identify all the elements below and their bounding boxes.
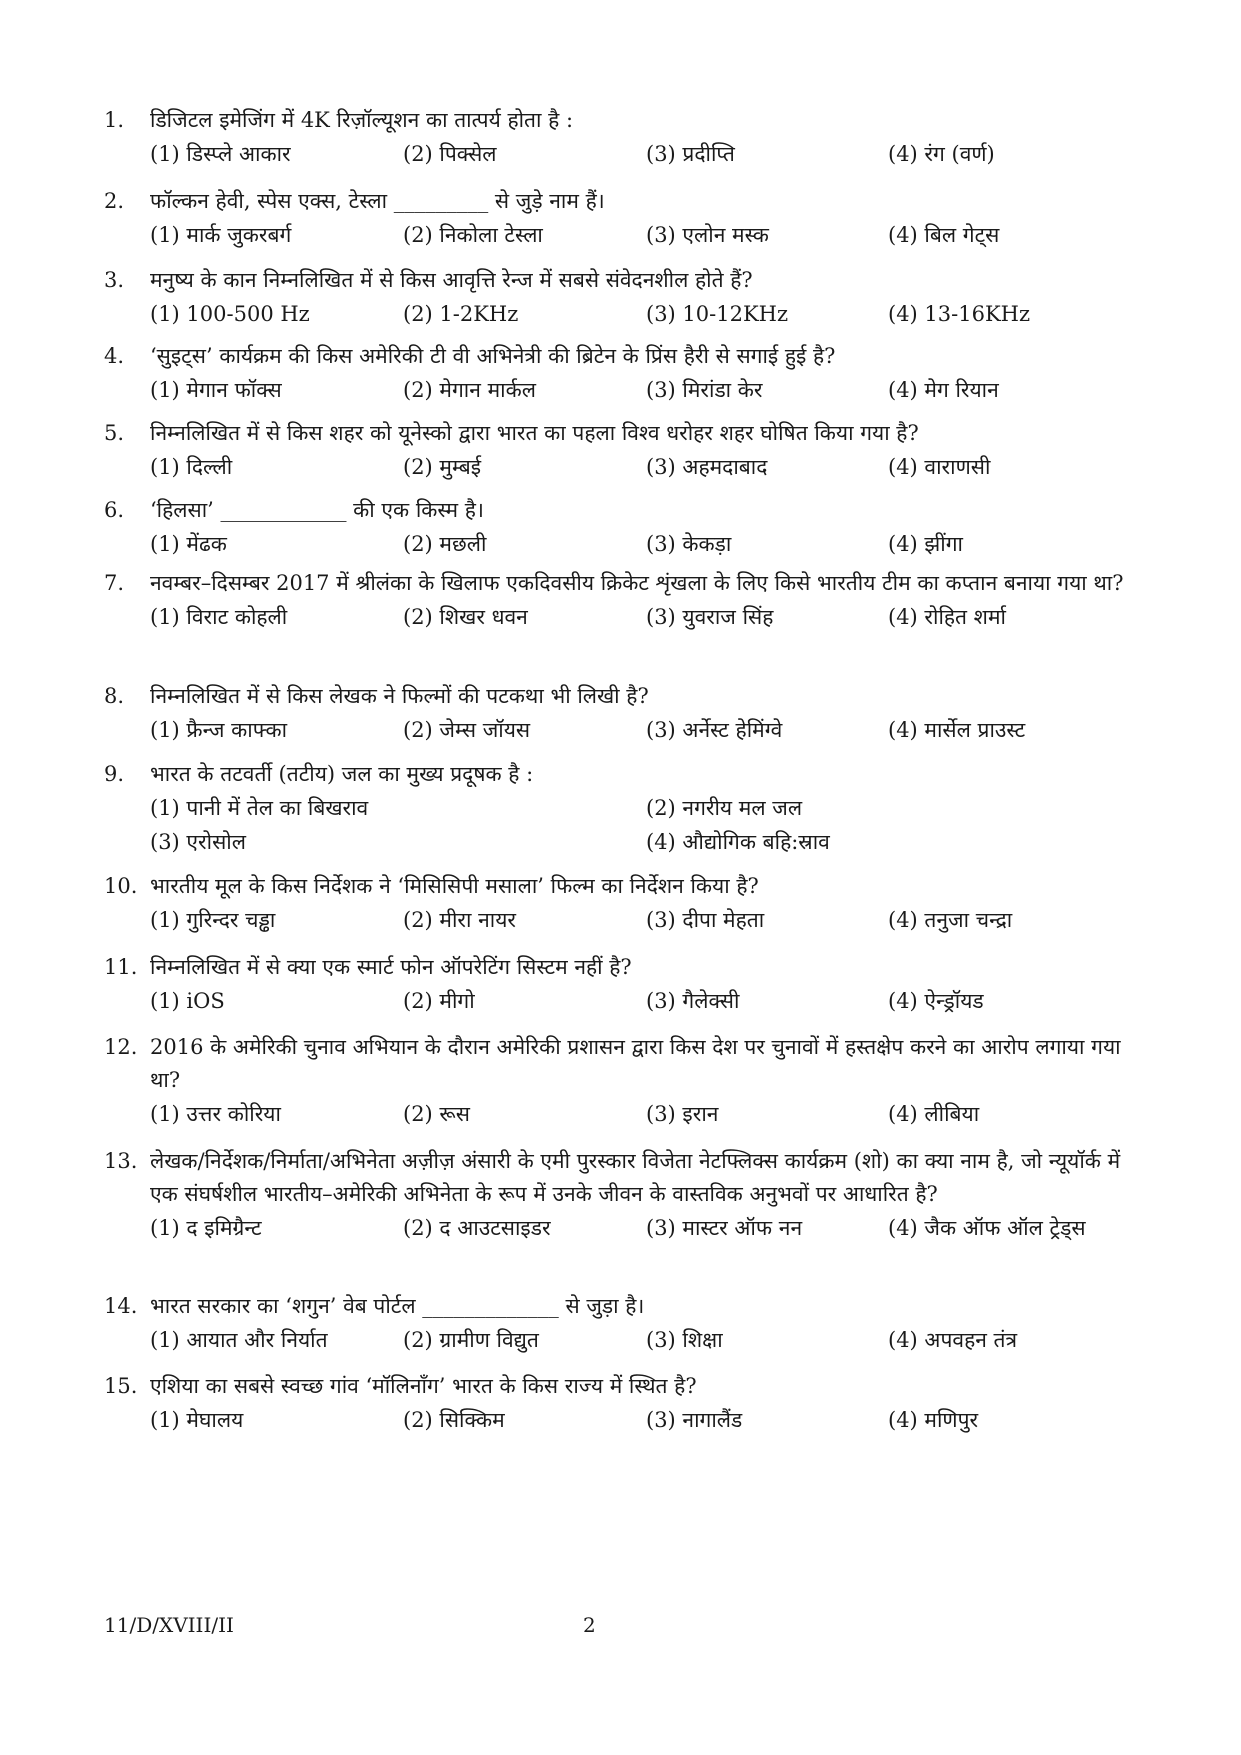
question-text: निम्नलिखित में से क्या एक स्मार्ट फोन ऑपरेटिंग सिस्टम नहीं है? xyxy=(150,955,632,979)
question-text: फॉल्कन हेवी, स्पेस एक्स, टेस्ला _________ से जुड़े नाम हैं। xyxy=(150,189,605,213)
option-2: (2) नगरीय मल जल xyxy=(646,796,803,820)
options-row xyxy=(150,1323,1144,1357)
option-1: (1) फ्रैन्ज काफ्का xyxy=(150,718,288,742)
options-row xyxy=(150,713,1144,747)
question-12 xyxy=(104,1031,1144,1131)
option-2: (2) रूस xyxy=(403,1102,470,1126)
options-row xyxy=(150,218,1144,252)
option-3: (3) अर्नेस्ट हेमिंग्वे xyxy=(646,718,783,742)
option-3: (3) एलोन मस्क xyxy=(646,223,769,247)
option-1: (1) दिल्ली xyxy=(150,455,233,479)
option-4: (4) मार्सेल प्राउस्ट xyxy=(888,718,1026,742)
option-3: (3) दीपा मेहता xyxy=(646,908,765,932)
options-row xyxy=(150,984,1144,1018)
option-4: (4) ऐन्ड्रॉयड xyxy=(888,989,984,1013)
options-row xyxy=(150,1097,1144,1131)
question-text: निम्नलिखित में से किस शहर को यूनेस्को द्वारा भारत का पहला विश्व धरोहर शहर घोषित किया गया है? xyxy=(150,421,919,445)
option-4: (4) रंग (वर्ण) xyxy=(888,142,995,166)
question-13 xyxy=(104,1145,1144,1245)
option-3: (3) युवराज सिंह xyxy=(646,605,774,629)
option-1: (1) 100-500 Hz xyxy=(150,302,310,326)
options-row xyxy=(150,600,1144,634)
option-4: (4) औद्योगिक बहि:स्राव xyxy=(646,830,830,854)
option-1: (1) iOS xyxy=(150,989,225,1013)
question-5 xyxy=(104,417,1144,484)
question-text: एशिया का सबसे स्वच्छ गांव ‘मॉलिनॉंग’ भारत के किस राज्य में स्थित है? xyxy=(150,1374,697,1398)
question-number: 11. xyxy=(104,955,138,979)
question-text: 2016 के अमेरिकी चुनाव अभियान के दौरान अमेरिकी प्रशासन द्वारा किस देश पर चुनावों में हस्तक्षेप करने का आरोप लगाया गया था? xyxy=(150,1035,1128,1092)
option-4: (4) वाराणसी xyxy=(888,455,991,479)
option-3: (3) एरोसोल xyxy=(150,830,246,854)
option-4: (4) मणिपुर xyxy=(888,1408,979,1432)
option-3: (3) केकड़ा xyxy=(646,532,732,556)
question-10 xyxy=(104,870,1144,937)
option-3: (3) नागालैंड xyxy=(646,1408,743,1432)
options-row xyxy=(150,373,1144,407)
option-4: (4) झींगा xyxy=(888,532,963,556)
question-8 xyxy=(104,680,1144,747)
option-1: (1) मेगान फॉक्स xyxy=(150,378,282,402)
option-1: (1) विराट कोहली xyxy=(150,605,288,629)
question-text: ‘सुइट्स’ कार्यक्रम की किस अमेरिकी टी वी अभिनेत्री की ब्रिटेन के प्रिंस हैरी से सगाई हुई है? xyxy=(150,344,836,368)
option-3: (3) मिरांडा केर xyxy=(646,378,763,402)
option-1: (1) गुरिन्दर चड्ढा xyxy=(150,908,276,932)
options-row xyxy=(150,297,1144,331)
option-2: (2) मीरा नायर xyxy=(403,908,516,932)
question-number: 2. xyxy=(104,189,125,213)
options-row xyxy=(150,450,1144,484)
option-2: (2) पिक्सेल xyxy=(403,142,497,166)
options-row xyxy=(150,527,1144,561)
option-2: (2) द आउटसाइडर xyxy=(403,1216,551,1240)
options-row xyxy=(150,137,1144,171)
option-1: (1) डिस्प्ले आकार xyxy=(150,142,291,166)
option-1: (1) मेघालय xyxy=(150,1408,244,1432)
question-number: 8. xyxy=(104,684,125,708)
question-14 xyxy=(104,1290,1144,1357)
option-3: (3) अहमदाबाद xyxy=(646,455,768,479)
option-4: (4) बिल गेट्स xyxy=(888,223,1000,247)
question-number: 10. xyxy=(104,874,138,898)
option-2: (2) सिक्किम xyxy=(403,1408,505,1432)
option-2: (2) शिखर धवन xyxy=(403,605,528,629)
question-number: 9. xyxy=(104,762,125,786)
option-2: (2) ग्रामीण विद्युत xyxy=(403,1328,539,1352)
option-1: (1) मेंढक xyxy=(150,532,227,556)
page-number: 2 xyxy=(583,1613,596,1637)
question-text: लेखक/निर्देशक/निर्माता/अभिनेता अज़ीज़ अंसारी के एमी पुरस्कार विजेता नेटफ्लिक्स कार्यक्रम (शो) का क्या नाम है, जो न्यूयॉर्क में एक संघर्षशील भारतीय–अमेरिकी अभिनेता के रूप में उनके जीवन के वास्तविक अनुभवों पर आधारित है? xyxy=(150,1149,1127,1206)
question-3 xyxy=(104,264,1144,331)
question-number: 5. xyxy=(104,421,125,445)
question-6 xyxy=(104,494,1144,561)
options-row xyxy=(150,1403,1144,1437)
options-row xyxy=(150,791,1144,825)
option-2: (2) जेम्स जॉयस xyxy=(403,718,531,742)
option-3: (3) प्रदीप्ति xyxy=(646,142,735,166)
option-4: (4) मेग रियान xyxy=(888,378,999,402)
option-4: (4) रोहित शर्मा xyxy=(888,605,1006,629)
option-4: (4) तनुजा चन्द्रा xyxy=(888,908,1013,932)
option-2: (2) मुम्बई xyxy=(403,455,482,479)
option-1: (1) पानी में तेल का बिखराव xyxy=(150,796,369,820)
question-number: 1. xyxy=(104,108,125,132)
question-text: ‘हिलसा’ ____________ की एक किस्म है। xyxy=(150,498,484,522)
question-11 xyxy=(104,951,1144,1018)
option-3: (3) इरान xyxy=(646,1102,719,1126)
option-4: (4) अपवहन तंत्र xyxy=(888,1328,1018,1352)
question-number: 13. xyxy=(104,1149,138,1173)
question-15 xyxy=(104,1370,1144,1437)
options-row xyxy=(150,1211,1144,1245)
question-number: 6. xyxy=(104,498,125,522)
question-text: मनुष्य के कान निम्नलिखित में से किस आवृत्ति रेन्ज में सबसे संवेदनशील होते हैं? xyxy=(150,268,753,292)
question-text: भारत के तटवर्ती (तटीय) जल का मुख्य प्रदूषक है : xyxy=(150,762,534,786)
question-1 xyxy=(104,104,1144,171)
question-9 xyxy=(104,758,1144,859)
option-1: (1) मार्क जुकरबर्ग xyxy=(150,223,292,247)
question-number: 4. xyxy=(104,344,125,368)
option-2: (2) मेगान मार्कल xyxy=(403,378,536,402)
question-text: भारतीय मूल के किस निर्देशक ने ‘मिसिसिपी मसाला’ फिल्म का निर्देशन किया है? xyxy=(150,874,759,898)
option-3: (3) शिक्षा xyxy=(646,1328,723,1352)
option-4: (4) 13-16KHz xyxy=(888,302,1031,326)
options-row xyxy=(150,825,1144,859)
option-2: (2) मछली xyxy=(403,532,487,556)
option-2: (2) मीगो xyxy=(403,989,475,1013)
question-7 xyxy=(104,567,1144,634)
question-text: डिजिटल इमेजिंग में 4K रिज़ॉल्यूशन का तात्पर्य होता है : xyxy=(150,108,574,132)
question-text: निम्नलिखित में से किस लेखक ने फिल्मों की पटकथा भी लिखी है? xyxy=(150,684,649,708)
option-1: (1) उत्तर कोरिया xyxy=(150,1102,281,1126)
option-1: (1) आयात और निर्यात xyxy=(150,1328,328,1352)
option-1: (1) द इमिग्रैन्ट xyxy=(150,1216,262,1240)
option-3: (3) मास्टर ऑफ नन xyxy=(646,1216,803,1240)
booklet-code: 11/D/XVIII/II xyxy=(104,1613,234,1637)
question-text: नवम्बर–दिसम्बर 2017 में श्रीलंका के खिलाफ एकदिवसीय क्रिकेट शृंखला के लिए किसे भारतीय टीम का कप्तान बनाया गया था? xyxy=(150,571,1124,595)
question-number: 15. xyxy=(104,1374,138,1398)
option-4: (4) जैक ऑफ ऑल ट्रेड्स xyxy=(888,1216,1086,1240)
option-2: (2) 1-2KHz xyxy=(403,302,519,326)
options-row xyxy=(150,903,1144,937)
option-4: (4) लीबिया xyxy=(888,1102,980,1126)
question-number: 7. xyxy=(104,571,125,595)
question-2 xyxy=(104,185,1144,252)
option-3: (3) गैलेक्सी xyxy=(646,989,740,1013)
question-number: 3. xyxy=(104,268,125,292)
question-number: 14. xyxy=(104,1294,138,1318)
option-2: (2) निकोला टेस्ला xyxy=(403,223,543,247)
question-4 xyxy=(104,340,1144,407)
question-text: भारत सरकार का ‘शगुन’ वेब पोर्टल _____________ से जुड़ा है। xyxy=(150,1294,645,1318)
question-number: 12. xyxy=(104,1035,138,1059)
option-3: (3) 10-12KHz xyxy=(646,302,789,326)
